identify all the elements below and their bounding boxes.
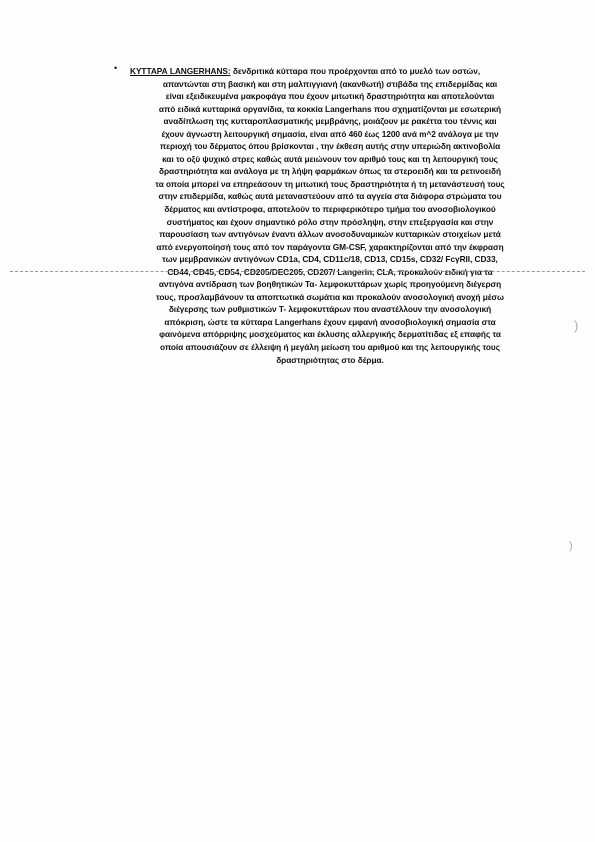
paragraph-line — [130, 65, 530, 78]
paragraph-line: και το οξύ ψυχικό στρες καθώς αυτά μειώνουν τον αριθμό τους και τη λειτουργική τους — [162, 153, 498, 164]
paragraph-line: συστήματος και έχουν σημαντικό ρόλο στην πρόσληψη, στην επεξεργασία και στην — [166, 216, 494, 227]
paragraph-line: έχουν άγνωστη λειτουργική σημασία, είναι από 460 έως 1200 ανά m^2 ανάλογα με την — [161, 128, 499, 139]
heading-continuation: δενδριτικά κύτταρα που προέρχονται από το μυελό των οστών, — [230, 66, 481, 76]
paragraph-line: δραστηριότητα και ανάλογα με τη λήψη φαρμάκων όπως τα στεροειδή και τα ρετινοειδή — [158, 166, 502, 177]
paragraph-line: διέγερσης των ρυθμιστικών Τ- λεμφοκυττάρων που αναστέλλουν την ανοσολογική — [168, 304, 492, 315]
paragraph-line: είναι εξειδικευμένα μακροφάγα που έχουν μιτωτική δραστηριότητα και αποτελούνται — [165, 91, 495, 102]
scan-fold-line — [10, 271, 585, 272]
paragraph-line: δραστηριότητας στο δέρμα. — [276, 354, 384, 365]
bullet-point: • — [114, 63, 118, 73]
paragraph-line: φαινόμενα απόρριψης μοσχεύματος και έκλυσης αλλεργικής δερματίτιδας εξ επαφής τα — [159, 329, 501, 340]
paragraph-line: τα οποία μπορεί να επηρεάσουν τη μιτωτική τους δραστηριότητα ή τη μετανάστευσή τους — [155, 178, 505, 189]
paragraph-line: τους, προσλαμβάνουν τα αποπτωτικά σωμάτια και προκαλούν ανοσολογική ανοχή μέσω — [155, 291, 505, 302]
paragraph-line: περιοχή του δέρματος όπου βρίσκονται , την έκθεση αυτής στην υπεριώδη ακτινοβολία — [159, 141, 501, 152]
paragraph-line: αναδίπλωση της κυτταροπλασματικής μεμβράνης, μοιάζουν με ρακέττα του τέννις και — [163, 116, 497, 127]
paragraph-line: αντιγόνα αντίδραση των βοηθητικών Τα- λεμφοκυττάρων χωρίς προηγούμενη διέγερση — [158, 279, 502, 290]
paragraph-line: των μεμβρανικών αντιγόνων CD1a, CD4, CD11c/18, CD13, CD15s, CD32/ FcγRII, CD33, — [162, 254, 498, 265]
paragraph-line: στην επιδερμίδα, καθώς αυτά μεταναστεύουν από τα αγγεία στα διάφορα στρώματα του — [158, 191, 502, 202]
paragraph-line: από ενεργοποίησή τους από τον παράγοντα GM-CSF, χαρακτηρίζονται από την έκφραση — [156, 241, 504, 252]
paragraph-line: δέρματος και αντίστροφα, αποτελούν το περιφερικότερο τμήμα του ανοσοβιολογικού — [164, 204, 496, 215]
paragraph-line: οποία απουσιάζουν σε έλλειψη ή μεγάλη μείωση του αριθμού και της λειτουργικής τους — [160, 342, 500, 353]
paragraph-langerhans — [130, 65, 530, 366]
section-heading: ΚΥΤΤΑΡΑ LANGERHANS: — [130, 66, 231, 76]
paragraph-line: από ειδικά κυτταρικά οργανίδια, τα κοκκία Langerhans που σχηματίζονται με εσωτερική — [158, 103, 502, 114]
paragraph-line: απόκριση, ώστε τα κύτταρα Langerhans έχουν εμφανή ανοσοβιολογική σημασία στα — [164, 316, 496, 327]
paragraph-line: CD44, CD45, CD54, CD205/DEC205, CD207/ Langerin, CLA, προκαλούν ειδική για τα — [167, 266, 493, 277]
margin-mark: ) — [574, 318, 579, 333]
paragraph-line: απαντώνται στη βασική και στη μαλπιγγιανή (ακανθωτή) στιβάδα της επιδερμίδας και — [162, 78, 498, 89]
margin-mark: ) — [569, 540, 573, 552]
paragraph-line: παρουσίαση των αντιγόνων έναντι άλλων ανοσοδυναμικών κυτταρικών στοιχείων μετά — [159, 229, 501, 240]
